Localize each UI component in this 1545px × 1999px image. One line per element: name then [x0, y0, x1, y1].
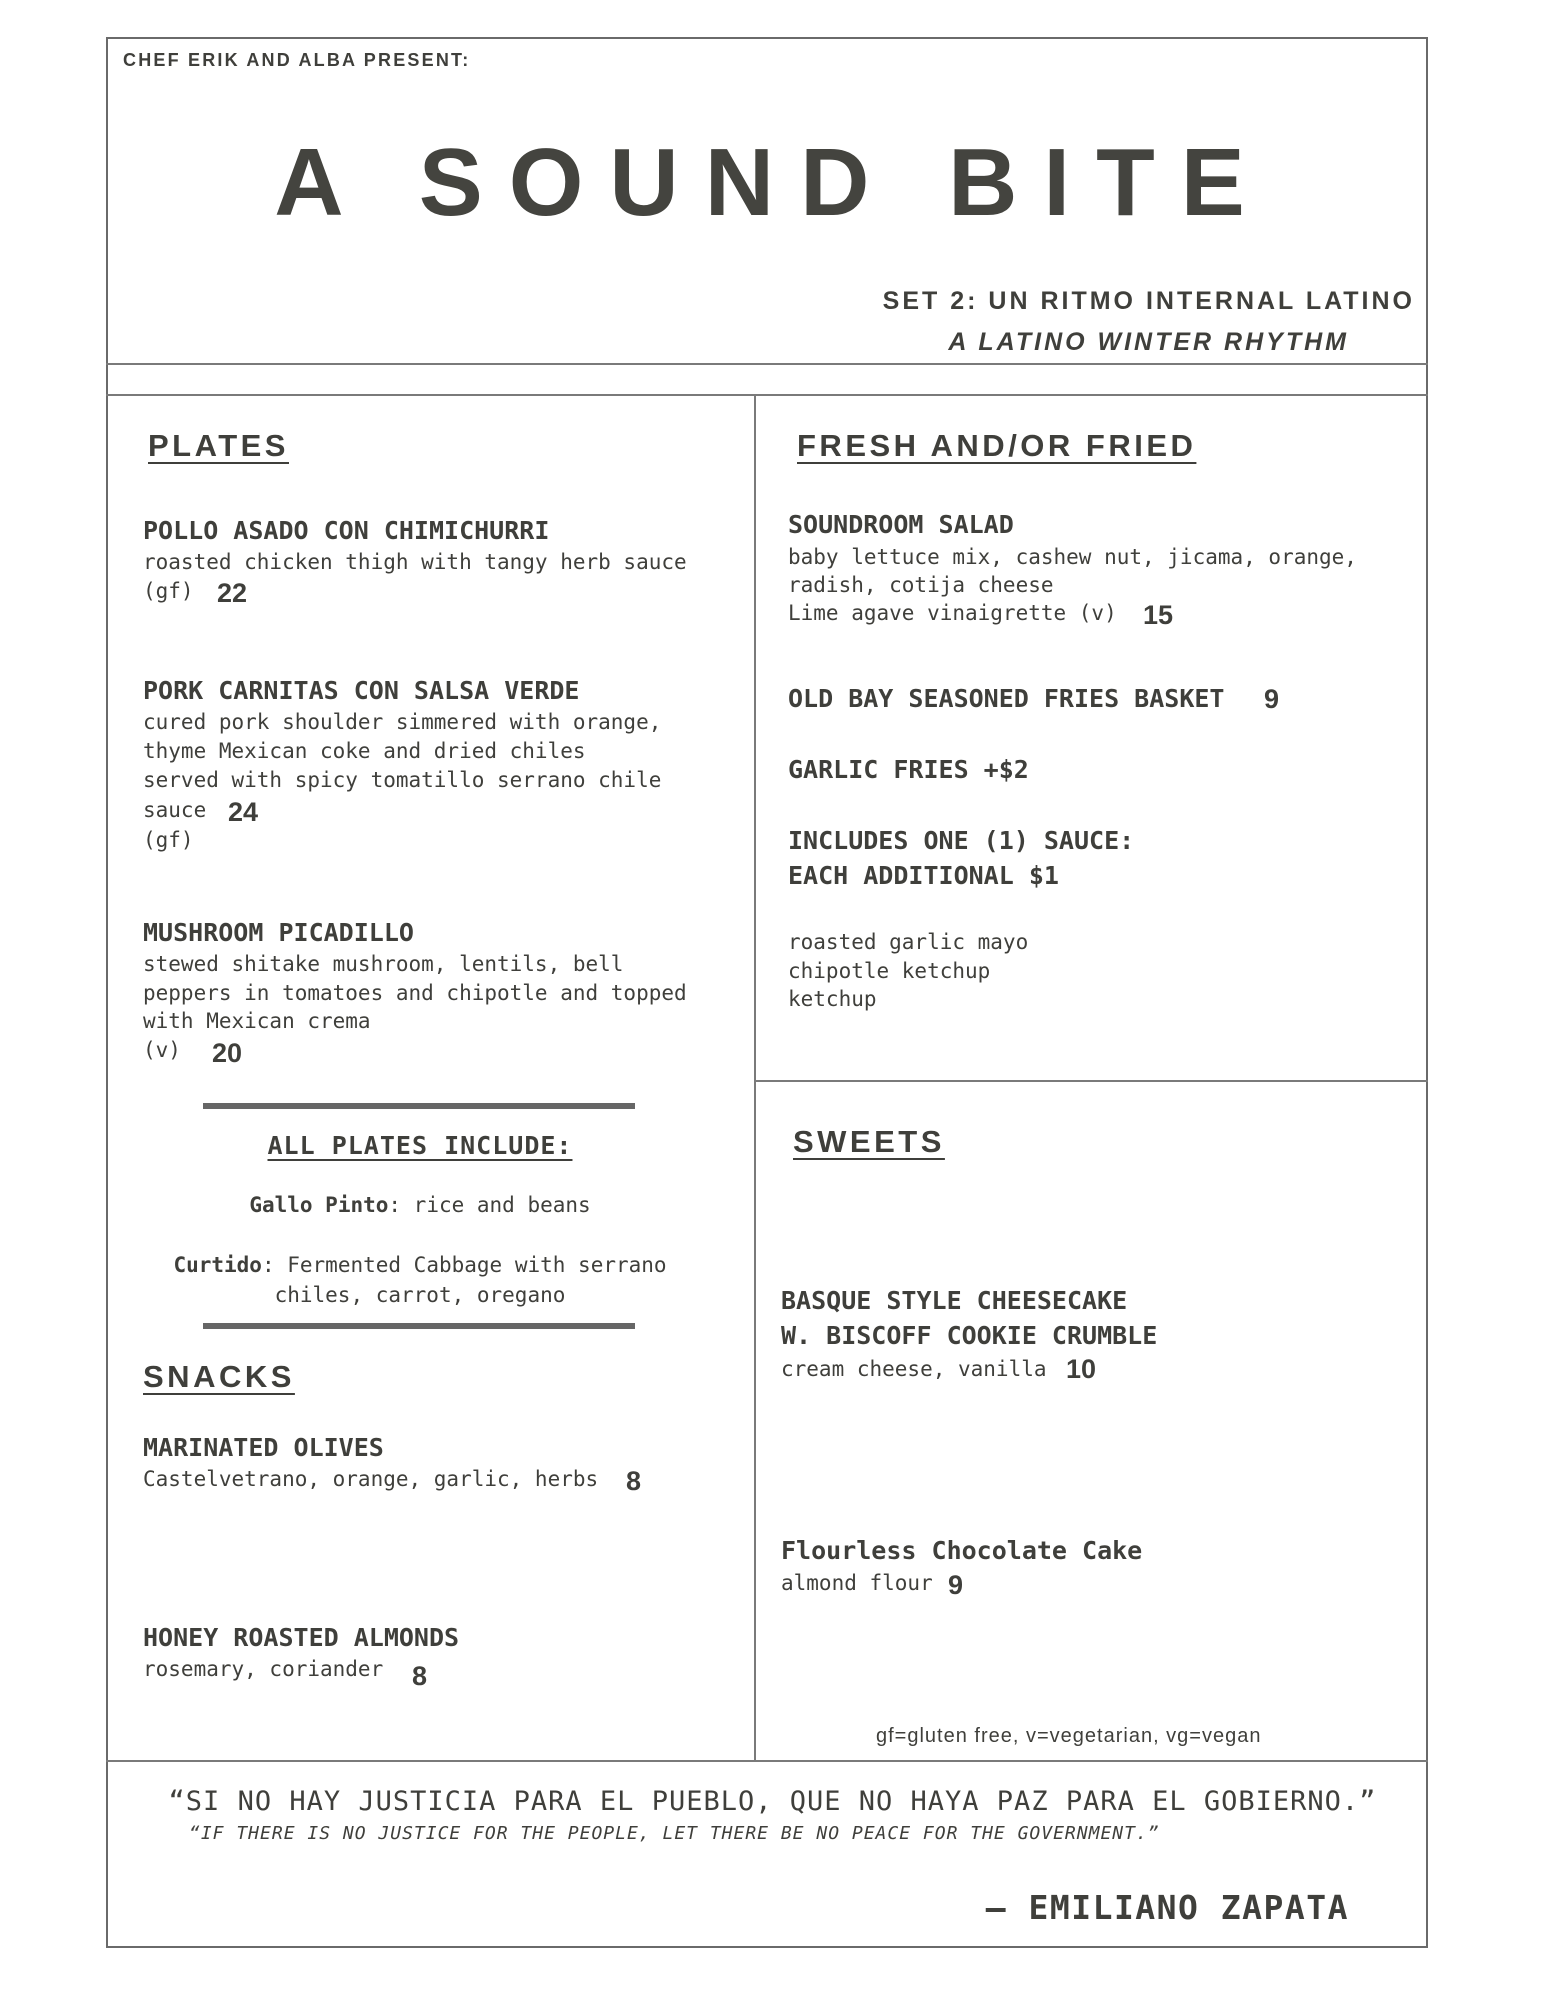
snack-price: 8 — [626, 1466, 642, 1496]
includes-bottom-bar — [203, 1323, 635, 1329]
sweet-price: 9 — [948, 1570, 964, 1600]
snack-desc: Castelvetrano, orange, garlic, herbs — [143, 1467, 599, 1491]
includes-item-desc: : rice and beans — [388, 1193, 591, 1217]
sweet-price: 10 — [1066, 1354, 1097, 1384]
sauce-option: ketchup — [788, 987, 877, 1011]
sauce-option: roasted garlic mayo — [788, 930, 1029, 954]
includes-item-desc: : Fermented Cabbage with serrano — [261, 1253, 667, 1277]
plate-name: PORK CARNITAS CON SALSA VERDE — [143, 676, 580, 705]
sweet-desc: almond flour — [781, 1571, 933, 1595]
snack-desc: rosemary, coriander — [143, 1657, 384, 1681]
sweet-name: Flourless Chocolate Cake — [781, 1536, 1143, 1565]
plate-tag: (gf) — [143, 579, 194, 603]
header-divider-top — [106, 363, 1428, 365]
sweet-name: BASQUE STYLE CHEESECAKE — [781, 1286, 1128, 1315]
fries-price: 9 — [1264, 684, 1280, 714]
plate-desc: sauce — [143, 798, 207, 822]
set-title: SET 2: UN RITMO INTERNAL LATINO — [882, 287, 1415, 315]
includes-curtido — [0, 1251, 840, 1280]
presenter-line: CHEF ERIK AND ALBA PRESENT: — [123, 50, 471, 70]
plates-heading: PLATES — [148, 428, 289, 463]
plate-desc: thyme Mexican coke and dried chiles — [143, 739, 586, 763]
garlic-fries: GARLIC FRIES +$2 — [788, 755, 1029, 784]
snack-name: HONEY ROASTED ALMONDS — [143, 1623, 460, 1652]
salad-name: SOUNDROOM SALAD — [788, 510, 1014, 539]
fresh-sweets-divider — [754, 1080, 1428, 1082]
set-subtitle: A LATINO WINTER RHYTHM — [948, 328, 1349, 356]
plate-price: 20 — [212, 1038, 243, 1068]
plate-desc: peppers in tomatoes and chipotle and topped — [143, 981, 687, 1005]
plate-desc: roasted chicken thigh with tangy herb sauce — [143, 550, 687, 574]
fries-name: OLD BAY SEASONED FRIES BASKET — [788, 684, 1225, 713]
sauce-note-extra: EACH ADDITIONAL $1 — [788, 861, 1059, 890]
salad-desc: Lime agave vinaigrette (v) — [788, 601, 1117, 625]
menu-title: A SOUND BITE — [274, 129, 1271, 236]
quote-english: “IF THERE IS NO JUSTICE FOR THE PEOPLE, LET THERE BE NO PEACE FOR THE GOVERNMENT.” — [189, 1823, 1160, 1844]
quote-author: — EMILIANO ZAPATA — [985, 1888, 1349, 1927]
diet-legend: gf=gluten free, v=vegetarian, vg=vegan — [876, 1725, 1262, 1747]
sweet-desc: cream cheese, vanilla — [781, 1357, 1047, 1381]
includes-gallo-pinto — [0, 1191, 840, 1220]
plate-desc: cured pork shoulder simmered with orange, — [143, 710, 662, 734]
plate-tag: (gf) — [143, 828, 194, 852]
salad-desc: baby lettuce mix, cashew nut, jicama, orange, — [788, 545, 1357, 569]
snacks-heading: SNACKS — [143, 1359, 295, 1394]
plate-name: MUSHROOM PICADILLO — [143, 918, 414, 947]
plate-desc: stewed shitake mushroom, lentils, bell — [143, 952, 624, 976]
salad-price: 15 — [1143, 600, 1174, 630]
footer-divider — [106, 1760, 1428, 1762]
salad-desc: radish, cotija cheese — [788, 573, 1054, 597]
includes-top-bar — [203, 1103, 635, 1109]
plate-price: 22 — [217, 578, 248, 608]
includes-item-label: Gallo Pinto — [249, 1193, 389, 1217]
plate-desc: with Mexican crema — [143, 1009, 371, 1033]
sauce-option: chipotle ketchup — [788, 959, 991, 983]
snack-price: 8 — [412, 1661, 428, 1691]
plate-price: 24 — [228, 797, 259, 827]
sweet-name: W. BISCOFF COOKIE CRUMBLE — [781, 1321, 1158, 1350]
sauce-note: INCLUDES ONE (1) SAUCE: — [788, 826, 1135, 855]
sweets-heading: SWEETS — [793, 1124, 945, 1159]
header-divider-bottom — [106, 394, 1428, 396]
quote-spanish: “SI NO HAY JUSTICIA PARA EL PUEBLO, QUE NO HAYA PAZ PARA EL GOBIERNO.” — [168, 1786, 1377, 1817]
includes-curtido-cont: chiles, carrot, oregano — [274, 1283, 566, 1307]
includes-item-label: Curtido — [173, 1253, 262, 1277]
column-divider — [754, 394, 756, 1760]
fresh-heading: FRESH AND/OR FRIED — [797, 428, 1197, 463]
plate-tag: (v) — [143, 1038, 181, 1062]
plate-name: POLLO ASADO CON CHIMICHURRI — [143, 516, 550, 545]
plate-desc: served with spicy tomatillo serrano chile — [143, 768, 662, 792]
snack-name: MARINATED OLIVES — [143, 1433, 384, 1462]
includes-heading: ALL PLATES INCLUDE: — [267, 1131, 573, 1160]
